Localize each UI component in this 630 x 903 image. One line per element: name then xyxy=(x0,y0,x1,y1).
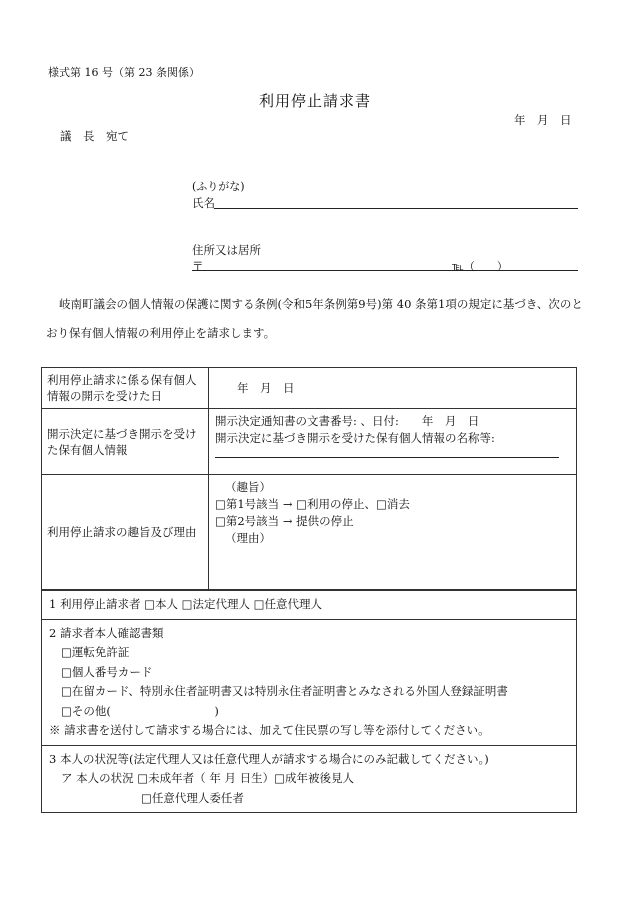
disclosed-info-field[interactable] xyxy=(209,409,577,475)
option-item-1[interactable]: □第1号該当 → □利用の停止、□消去 xyxy=(215,497,410,511)
address-input-line[interactable] xyxy=(192,270,578,271)
reason-label: （理由） xyxy=(225,531,271,545)
disclosure-date-value: 年 月 日 xyxy=(237,380,295,395)
notice-number-line: 開示決定通知書の文書番号: 、日付: 年 月 日 xyxy=(215,414,480,428)
info-name-input-line[interactable] xyxy=(215,457,559,458)
id-doc-item-2[interactable]: □個人番号カード xyxy=(61,664,153,679)
requester-info-table xyxy=(41,590,577,813)
postal-mark-icon: 〒 xyxy=(192,259,204,273)
address-label: 住所又は居所 xyxy=(192,243,261,257)
addressee: 議 長 宛て xyxy=(60,129,129,143)
principal-status-section xyxy=(42,745,577,813)
principal-status-line-1[interactable]: ア 本人の状況 □未成年者（ 年 月 日生）□成年被後見人 xyxy=(61,771,355,785)
date-field[interactable]: 年 月 日 xyxy=(514,113,572,127)
intro-paragraph: 岐南町議会の個人情報の保護に関する条例(令和5年条例第9号)第 40 条第1項の規定に基づき、次のとおり保有個人情報の利用停止を請求します。 xyxy=(46,297,583,340)
id-doc-item-1[interactable]: □運転免許証 xyxy=(61,645,130,659)
request-detail-table xyxy=(41,367,577,590)
id-doc-item-3[interactable]: □在留カード、特別永住者証明書又は特別永住者証明書とみなされる外国人登録証明書 xyxy=(61,684,508,698)
furigana-label: (ふりがな) xyxy=(192,180,245,193)
id-documents-title: 2 請求者本人確認書類 xyxy=(49,625,164,640)
principal-status-title: 3 本人の状況等(法定代理人又は任意代理人が請求する場合にのみ記載してください。) xyxy=(49,751,489,766)
purpose-label: （趣旨） xyxy=(225,480,271,494)
purpose-reason-field[interactable] xyxy=(209,475,577,590)
purpose-reason-label: 利用停止請求の趣旨及び理由 xyxy=(42,475,209,590)
id-documents-note: ※ 請求書を送付して請求する場合には、加えて住民票の写し等を添付してください。 xyxy=(49,723,490,737)
option-item-2[interactable]: □第2号該当 → 提供の停止 xyxy=(215,514,354,528)
info-name-label: 開示決定に基づき開示を受けた保有個人情報の名称等: xyxy=(215,431,495,445)
name-label: 氏名 xyxy=(192,196,215,210)
document-title: 利用停止請求書 xyxy=(258,92,371,110)
disclosure-date-field[interactable] xyxy=(209,368,577,409)
name-input-line[interactable] xyxy=(214,208,578,209)
tel-label: ℡（ ） xyxy=(452,260,508,273)
principal-status-line-2[interactable]: □任意代理人委任者 xyxy=(141,790,244,805)
disclosed-info-label: 開示決定に基づき開示を受けた保有個人情報 xyxy=(42,409,209,475)
id-doc-item-4[interactable]: □その他( ) xyxy=(61,703,219,718)
disclosure-date-label: 利用停止請求に係る保有個人情報の開示を受けた日 xyxy=(42,368,209,409)
requester-type-row[interactable]: 1 利用停止請求者 □本人 □法定代理人 □任意代理人 xyxy=(42,591,577,620)
id-documents-section xyxy=(42,619,577,745)
form-number: 様式第 16 号（第 23 条関係） xyxy=(48,66,200,79)
